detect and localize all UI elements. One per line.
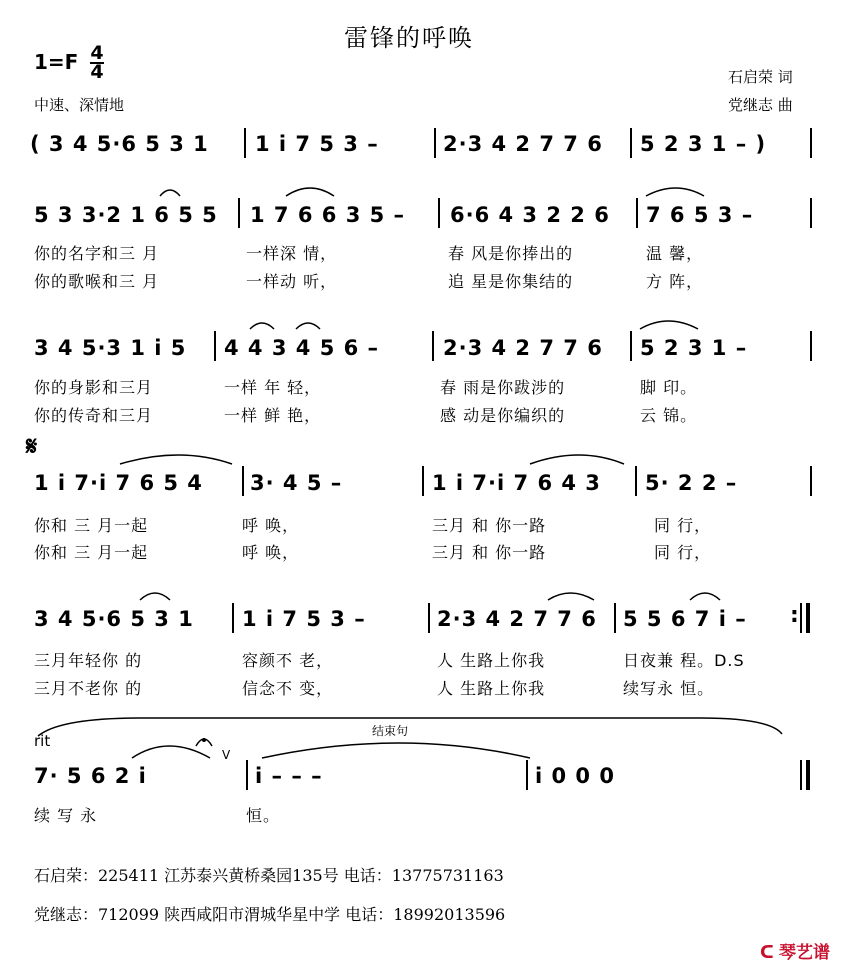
lyric-line: 三月不老你 的 — [34, 679, 143, 698]
measure-17: 3 4 5·6 5 3 1 — [34, 607, 194, 631]
lyric-line: 信念不 变， — [242, 679, 334, 698]
lyricist-contact: 石启荣：225411 江苏泰兴黄桥桑园135号 电话：13775731163 — [34, 866, 504, 885]
measure-21: 7· 5 6 2 i — [34, 764, 147, 788]
ending-bracket — [38, 718, 782, 736]
lyric-line: 温 馨， — [646, 244, 704, 263]
lyric-line: 感 动是你编织的 — [440, 406, 566, 425]
measure-1: ( 3 4 5·6 5 3 1 — [30, 132, 209, 156]
lyric-line: 你和 三 月一起 — [34, 516, 149, 535]
measure-23: i 0 0 0 — [535, 764, 615, 788]
measure-8: 7 6 5 3 – — [646, 203, 754, 227]
measure-19: 2·3 4 2 7 7 6 — [437, 607, 597, 631]
lyric-line: 追 星是你集结的 — [448, 272, 574, 291]
lyric-line: 春 风是你捧出的 — [448, 244, 574, 263]
time-denominator: 4 — [90, 61, 104, 83]
slur — [120, 455, 232, 464]
measure-2: 1 i 7 5 3 – — [255, 132, 379, 156]
slur — [530, 455, 624, 464]
lyric-line: 容颜不 老， — [242, 651, 334, 670]
slur — [548, 593, 594, 600]
ritardando-marking: rit — [34, 732, 51, 750]
lyric-line: 一样 年 轻， — [224, 378, 322, 397]
measure-10: 4 4 3 4 5 6 – — [224, 336, 380, 360]
lyric-line: 方 阵， — [646, 272, 704, 291]
measure-11: 2·3 4 2 7 7 6 — [443, 336, 603, 360]
brand-icon: ᑕ — [760, 943, 774, 963]
measure-13: 1 i 7·i 7 6 5 4 — [34, 471, 203, 495]
lyric-line: 脚 印。 — [640, 378, 698, 397]
slur — [640, 321, 698, 329]
measure-14: 3· 4 5 – — [250, 471, 343, 495]
lyric-line: 你的名字和三 月 — [34, 244, 160, 263]
lyric-line: 续写永 恒。 — [623, 679, 715, 698]
measure-16: 5· 2 2 – — [645, 471, 738, 495]
key-signature: 1=F — [34, 50, 79, 74]
measure-4: 5 2 3 1 – ) — [640, 132, 767, 156]
lyric-line: 呼 唤， — [242, 543, 300, 562]
lyric-line: 你的身影和三月 — [34, 378, 154, 397]
slur — [250, 323, 274, 329]
lyric-line: 同 行， — [654, 543, 712, 562]
measure-9: 3 4 5·3 1 i 5 — [34, 336, 187, 360]
slur — [286, 188, 334, 196]
composer-contact: 党继志：712099 陕西咸阳市渭城华星中学 电话：18992013596 — [34, 905, 506, 924]
measure-22: i – – – — [255, 764, 323, 788]
measure-18: 1 i 7 5 3 – — [242, 607, 366, 631]
lyric-line: 人 生路上你我 — [437, 651, 546, 670]
brand-name: 琴艺谱 — [778, 943, 830, 963]
lyric-line: 春 雨是你跋涉的 — [440, 378, 566, 397]
measure-6: 1 7 6 6 3 5 – — [250, 203, 406, 227]
lyricist-credit: 石启荣 词 — [728, 68, 793, 86]
measure-7: 6·6 4 3 2 2 6 — [450, 203, 610, 227]
lyric-line: 一样动 听， — [246, 272, 338, 291]
slur — [646, 188, 704, 196]
time-numerator: 4 — [90, 42, 104, 64]
lyric-line: 三月年轻你 的 — [34, 651, 143, 670]
lyric-line: 续 写 永 — [34, 806, 98, 825]
measure-20: 5 5 6 7 i – — [623, 607, 747, 631]
measure-5: 5 3 3·2 1 6 5 5 — [34, 203, 218, 227]
measure-15: 1 i 7·i 7 6 4 3 — [432, 471, 601, 495]
ending-label: 结束句 — [372, 724, 409, 738]
lyric-line: 日夜兼 程。D.S — [623, 651, 745, 670]
watermark-logo — [760, 938, 830, 963]
slur — [140, 593, 170, 600]
lyric-line: 人 生路上你我 — [437, 679, 546, 698]
lyric-line: 你的传奇和三月 — [34, 406, 154, 425]
composer-credit: 党继志 曲 — [728, 96, 793, 114]
tie — [262, 743, 530, 758]
lyric-line: 一样 鲜 艳， — [224, 406, 322, 425]
tempo-marking: 中速、深情地 — [34, 96, 125, 114]
slur — [296, 323, 320, 329]
segno-sign: 𝄋 — [26, 432, 38, 462]
slur — [132, 746, 210, 758]
lyric-line: 呼 唤， — [242, 516, 300, 535]
lyric-line: 一样深 情， — [246, 244, 338, 263]
lyric-line: 你的歌喉和三 月 — [34, 272, 160, 291]
lyric-line: 三月 和 你一路 — [432, 543, 547, 562]
repeat-end-sign: : — [790, 603, 799, 628]
slur — [160, 190, 180, 196]
measure-12: 5 2 3 1 – — [640, 336, 748, 360]
breath-mark: V — [222, 748, 231, 762]
page-title: 雷锋的呼唤 — [344, 24, 474, 52]
lyric-line: 同 行， — [654, 516, 712, 535]
lyric-line: 云 锦。 — [640, 406, 698, 425]
slur — [690, 593, 720, 600]
measure-3: 2·3 4 2 7 7 6 — [443, 132, 603, 156]
lyric-line: 恒。 — [246, 806, 281, 825]
lyric-line: 三月 和 你一路 — [432, 516, 547, 535]
lyric-line: 你和 三 月一起 — [34, 543, 149, 562]
